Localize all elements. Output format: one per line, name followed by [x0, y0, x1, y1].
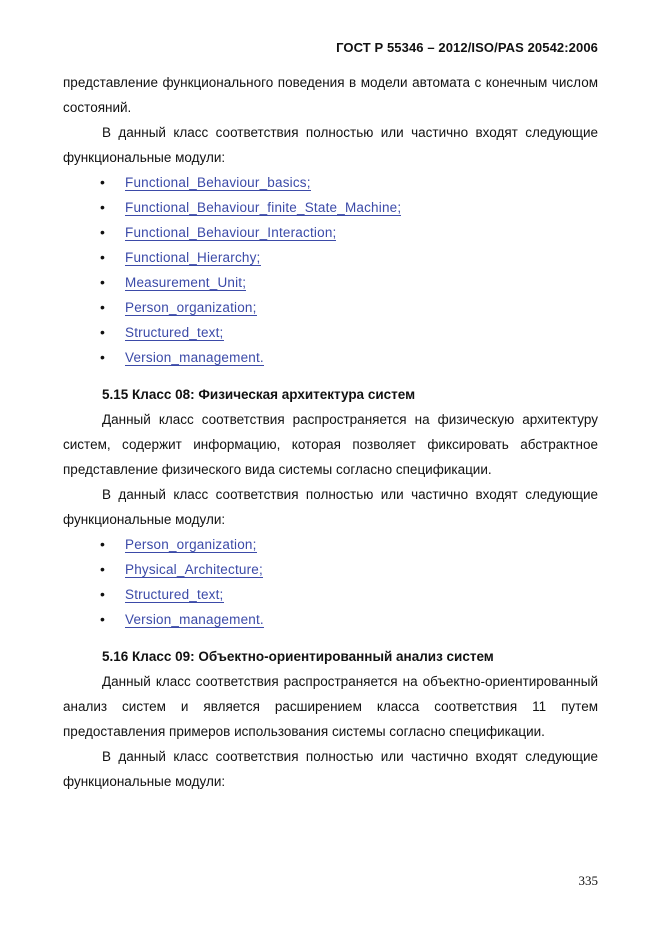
section-heading-5-15: 5.15 Класс 08: Физическая архитектура систем [102, 387, 416, 402]
section-heading-5-16: 5.16 Класс 09: Объектно-ориентированный анализ систем [102, 649, 494, 664]
module-link[interactable]: Physical_Architecture; [125, 562, 263, 577]
list-item [63, 220, 598, 245]
section-2-lead: В данный класс соответствия полностью или частично входят следующие функциональные модули: [63, 487, 598, 527]
module-link[interactable]: Functional_Behaviour_basics; [125, 175, 311, 190]
section-3-description: Данный класс соответствия распространяется на объектно-ориентированный анализ систем и является расширением класса соответствия 11 путем предоставления примеров использования системы согласно спецификации. [63, 674, 598, 739]
page-body [63, 70, 598, 794]
list-item [63, 170, 598, 195]
bullet-icon: • [100, 249, 105, 265]
bullet-icon: • [100, 199, 105, 215]
list-item [63, 345, 598, 370]
bullet-icon: • [100, 561, 105, 577]
bullet-icon: • [100, 274, 105, 290]
module-link[interactable]: Functional_Hierarchy; [125, 250, 261, 265]
list-item [63, 532, 598, 557]
list-item [63, 195, 598, 220]
list-item [63, 557, 598, 582]
list-item [63, 320, 598, 345]
bullet-icon: • [100, 611, 105, 627]
bullet-icon: • [100, 224, 105, 240]
section-2-module-list [63, 532, 598, 632]
bullet-icon: • [100, 324, 105, 340]
module-link[interactable]: Measurement_Unit; [125, 275, 247, 290]
module-link[interactable]: Version_management. [125, 350, 264, 365]
module-link[interactable]: Person_organization; [125, 300, 257, 315]
list-item [63, 245, 598, 270]
module-link[interactable]: Functional_Behaviour_Interaction; [125, 225, 337, 240]
section-2-description: Данный класс соответствия распространяется на физическую архитектуру систем, содержит информацию, которая позволяет фиксировать абстрактное представление физического вида системы согласно спецификации. [63, 412, 598, 477]
module-link[interactable]: Structured_text; [125, 325, 224, 340]
bullet-icon: • [100, 349, 105, 365]
list-item [63, 295, 598, 320]
bullet-icon: • [100, 536, 105, 552]
list-item [63, 607, 598, 632]
list-item [63, 270, 598, 295]
bullet-icon: • [100, 174, 105, 190]
module-link[interactable]: Structured_text; [125, 587, 224, 602]
section-1-module-list [63, 170, 598, 370]
list-item [63, 582, 598, 607]
section-3-lead: В данный класс соответствия полностью или частично входят следующие функциональные модули: [63, 749, 598, 789]
bullet-icon: • [100, 299, 105, 315]
module-link[interactable]: Person_organization; [125, 537, 257, 552]
module-link[interactable]: Functional_Behaviour_finite_State_Machine; [125, 200, 402, 215]
page-number: 335 [578, 873, 598, 888]
intro-paragraph: представление функционального поведения в модели автомата с конечным числом состояний. [63, 75, 598, 115]
module-link[interactable]: Version_management. [125, 612, 264, 627]
bullet-icon: • [100, 586, 105, 602]
section-1-lead: В данный класс соответствия полностью или частично входят следующие функциональные модули: [63, 125, 598, 165]
document-header: ГОСТ Р 55346 – 2012/ISO/PAS 20542:2006 [336, 40, 598, 55]
